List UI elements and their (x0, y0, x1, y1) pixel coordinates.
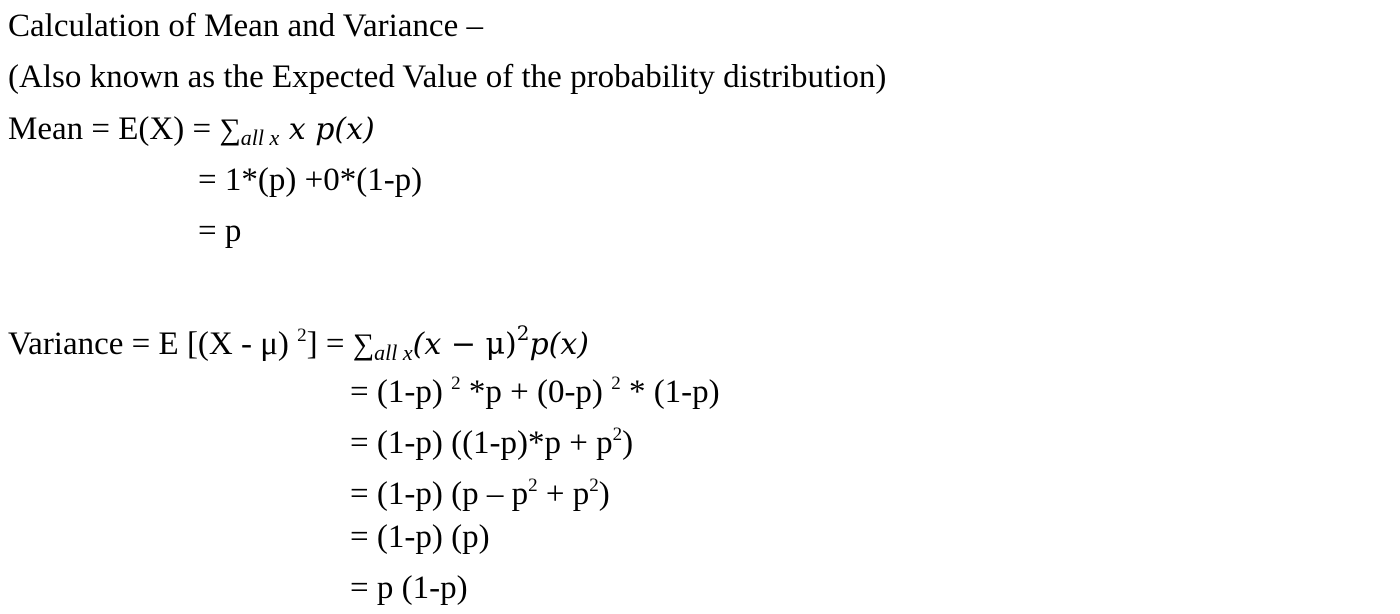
step-text: ) (622, 425, 634, 461)
mean-step-1: = 1*(p) +0*(1-p) (198, 162, 423, 198)
variance-lhs-exponent: 2 (297, 325, 307, 346)
variance-step-2 (350, 415, 633, 463)
sum-body: x p(x) (279, 112, 375, 147)
step-text: * (1-p) (620, 374, 720, 410)
sum-subscript: all x (240, 125, 280, 150)
step-text: = (1-p) (350, 374, 452, 410)
sum-body-b: ) (505, 327, 517, 362)
variance-step-1 (350, 364, 720, 412)
variance-lhs-a: Variance = E [(X - μ) (8, 326, 298, 362)
variance-step-5: = p (1-p) (350, 570, 468, 606)
mean-lhs: Mean = E(X) = (8, 111, 220, 147)
sum-body (412, 321, 589, 362)
step-text: ) (598, 476, 610, 512)
step-text: = (1-p) (p – p (350, 476, 529, 512)
sum-symbol: ∑ (352, 328, 375, 361)
sum-body-c: p(x) (529, 327, 589, 362)
sum-symbol: ∑ (219, 113, 241, 146)
mu-symbol: μ (485, 327, 506, 362)
heading: Calculation of Mean and Variance – (8, 8, 483, 44)
exponent: 2 (611, 373, 621, 394)
mean-formula (8, 109, 375, 158)
step-text: *p + (0-p) (460, 374, 612, 410)
sum-subscript: all x (374, 340, 413, 365)
variance-lhs-b: ] = (306, 326, 353, 362)
exponent: 2 (589, 475, 599, 496)
variance-step-3 (350, 466, 610, 514)
subheading: (Also known as the Expected Value of the probability distribution) (8, 59, 887, 95)
variance-step-4: = (1-p) (p) (350, 519, 490, 555)
step-text: = (1-p) ((1-p)*p + p (350, 425, 613, 461)
exponent: 2 (612, 424, 623, 445)
sum-body-a: (x − (412, 327, 486, 362)
sum-exponent: 2 (516, 321, 530, 345)
exponent: 2 (451, 373, 461, 394)
exponent: 2 (528, 475, 538, 496)
mean-step-2: = p (198, 213, 242, 249)
step-text: + p (537, 476, 590, 512)
